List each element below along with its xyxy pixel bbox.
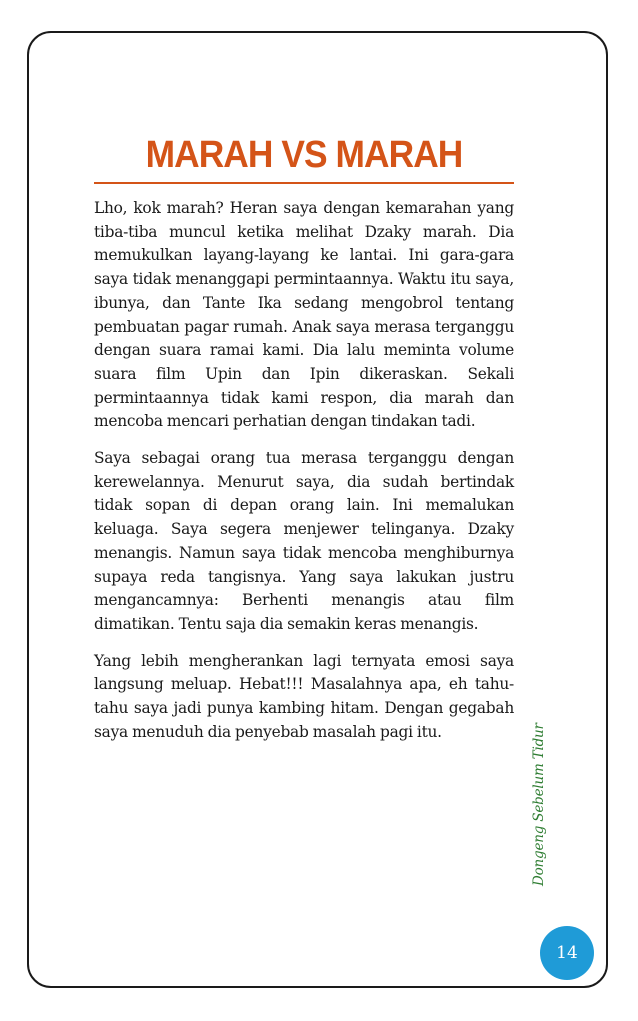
page-number-badge: 14 bbox=[540, 926, 594, 980]
body-text bbox=[94, 197, 514, 757]
paragraph-1: Lho, kok marah? Heran saya dengan kemarahan yang tiba-tiba muncul ketika melihat Dzaky marah. Dia memukulkan layang-layang ke lantai. Ini gara-gara saya tidak menanggapi permintaannya. Waktu itu saya, ibunya, dan Tante Ika sedang mengobrol tentang pembuatan pagar rumah. Anak saya merasa terganggu dengan suara ramai kami. Dia lalu meminta volume suara film Upin dan Ipin dikeraskan. Sekali permintaannya tidak kami respon, dia marah dan mencoba mencari perhatian dengan tindakan tadi. bbox=[94, 199, 514, 431]
title-underline bbox=[94, 182, 514, 184]
book-series-label: Dongeng Sebelum Tidur bbox=[531, 723, 547, 886]
paragraph-3: Yang lebih mengherankan lagi ternyata emosi saya langsung meluap. Hebat!!! Masalahnya apa, eh tahu-tahu saya jadi punya kambing hitam. Dengan gegabah saya menuduh dia penyebab masalah pagi itu. bbox=[94, 651, 514, 741]
page-title: MARAH VS MARAH bbox=[145, 134, 463, 176]
paragraph-2: Saya sebagai orang tua merasa terganggu dengan kerewelannya. Menurut saya, dia sudah bertindak tidak sopan di depan orang lain. Ini memalukan keluaga. Saya segera menjewer telinganya. Dzaky menangis. Namun saya tidak mencoba menghiburnya supaya reda tangisnya. Yang saya lakukan justru mengancamnya: Berhenti menangis atau film dimatikan. Tentu saja dia semakin keras menangis. bbox=[94, 449, 514, 633]
